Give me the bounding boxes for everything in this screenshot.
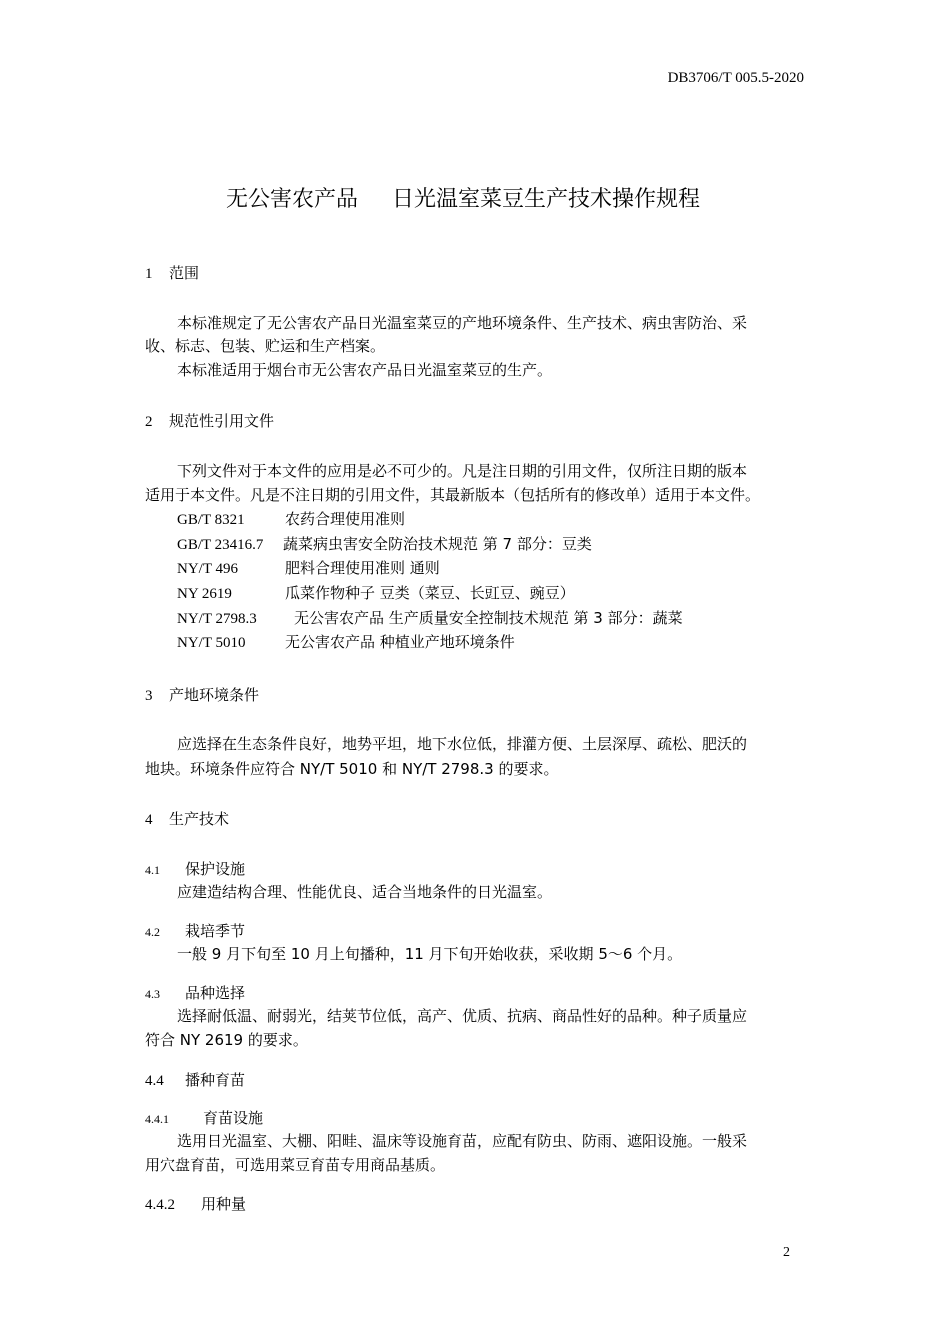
reference-title: 蔬菜病虫害安全防治技术规范 第 7 部分：豆类 xyxy=(283,535,592,553)
paragraph-line: 本标准适用于烟台市无公害农产品日光温室菜豆的生产。 xyxy=(177,361,553,379)
reference-title: 肥料合理使用准则 通则 xyxy=(285,559,440,577)
subsection-4-4-heading xyxy=(145,1069,245,1090)
section-4-heading xyxy=(145,808,229,829)
title-part-1: 无公害农产品 xyxy=(225,187,358,212)
section-1-heading xyxy=(145,262,199,283)
subsection-title: 保护设施 xyxy=(185,860,246,878)
section-number: 4 xyxy=(145,812,153,828)
reference-code: NY/T 5010 xyxy=(177,635,246,651)
subsection-4-2-heading xyxy=(145,920,245,941)
subsection-4-3-heading xyxy=(145,982,245,1003)
reference-item xyxy=(177,557,440,578)
paragraph-line: 符合 NY 2619 的要求。 xyxy=(145,1031,308,1049)
reference-title: 农药合理使用准则 xyxy=(285,510,406,528)
subsection-title: 品种选择 xyxy=(185,984,246,1002)
section-number: 1 xyxy=(145,266,153,282)
section-2-heading xyxy=(145,410,274,431)
section-title: 生产技术 xyxy=(169,810,230,828)
paragraph-line: 一般 9 月下旬至 10 月上旬播种，11 月下旬开始收获，采收期 5～6 个月。 xyxy=(177,945,683,963)
reference-code: GB/T 23416.7 xyxy=(177,537,264,553)
subsection-title: 用种量 xyxy=(201,1195,247,1213)
subsection-number: 4.3 xyxy=(145,987,160,1001)
subsection-4-4-2-heading xyxy=(145,1193,246,1214)
paragraph-line: 本标准规定了无公害农产品日光温室菜豆的产地环境条件、生产技术、病虫害防治、采 xyxy=(177,314,748,332)
paragraph-line: 用穴盘育苗，可选用菜豆育苗专用商品基质。 xyxy=(145,1156,446,1174)
subsection-number: 4.4.2 xyxy=(145,1197,175,1213)
paragraph-line: 下列文件对于本文件的应用是必不可少的。凡是注日期的引用文件，仅所注日期的版本 xyxy=(177,462,748,480)
page-number: 2 xyxy=(783,1245,790,1260)
reference-code: GB/T 8321 xyxy=(177,512,245,528)
reference-item xyxy=(177,631,515,652)
reference-code: NY 2619 xyxy=(177,586,232,602)
reference-item xyxy=(177,533,592,554)
reference-item xyxy=(177,508,405,529)
section-title: 规范性引用文件 xyxy=(169,412,275,430)
section-3-heading xyxy=(145,684,259,705)
document-code: DB3706/T 005.5-2020 xyxy=(667,70,804,86)
reference-title: 瓜菜作物种子 豆类（菜豆、长豇豆、豌豆） xyxy=(285,584,575,602)
subsection-4-4-1-heading xyxy=(145,1107,263,1128)
reference-item xyxy=(177,607,683,628)
paragraph-line: 应选择在生态条件良好，地势平坦，地下水位低，排灌方便、土层深厚、疏松、肥沃的 xyxy=(177,735,748,753)
paragraph-line: 选择耐低温、耐弱光，结荚节位低，高产、优质、抗病、商品性好的品种。种子质量应 xyxy=(177,1007,748,1025)
paragraph-line: 地块。环境条件应符合 NY/T 5010 和 NY/T 2798.3 的要求。 xyxy=(145,760,559,778)
paragraph-line: 适用于本文件。凡是不注日期的引用文件，其最新版本（包括所有的修改单）适用于本文件。 xyxy=(145,486,761,504)
section-number: 2 xyxy=(145,414,153,430)
reference-item xyxy=(177,582,575,603)
subsection-title: 播种育苗 xyxy=(185,1071,246,1089)
page-title xyxy=(0,182,926,213)
section-number: 3 xyxy=(145,688,153,704)
subsection-title: 栽培季节 xyxy=(185,922,246,940)
subsection-title: 育苗设施 xyxy=(203,1109,264,1127)
section-title: 范围 xyxy=(169,264,200,282)
paragraph-line: 应建造结构合理、性能优良、适合当地条件的日光温室。 xyxy=(177,883,553,901)
reference-title: 无公害农产品 种植业产地环境条件 xyxy=(285,633,515,651)
subsection-number: 4.1 xyxy=(145,863,160,877)
subsection-number: 4.4 xyxy=(145,1073,164,1089)
title-part-2: 日光温室菜豆生产技术操作规程 xyxy=(392,187,701,212)
subsection-4-1-heading xyxy=(145,858,245,879)
paragraph-line: 收、标志、包装、贮运和生产档案。 xyxy=(145,337,386,355)
reference-code: NY/T 2798.3 xyxy=(177,611,257,627)
reference-title: 无公害农产品 生产质量安全控制技术规范 第 3 部分：蔬菜 xyxy=(294,609,683,627)
reference-code: NY/T 496 xyxy=(177,561,238,577)
subsection-number: 4.2 xyxy=(145,925,160,939)
subsection-number: 4.4.1 xyxy=(145,1112,169,1126)
section-title: 产地环境条件 xyxy=(169,686,260,704)
paragraph-line: 选用日光温室、大棚、阳畦、温床等设施育苗，应配有防虫、防雨、遮阳设施。一般采 xyxy=(177,1132,748,1150)
